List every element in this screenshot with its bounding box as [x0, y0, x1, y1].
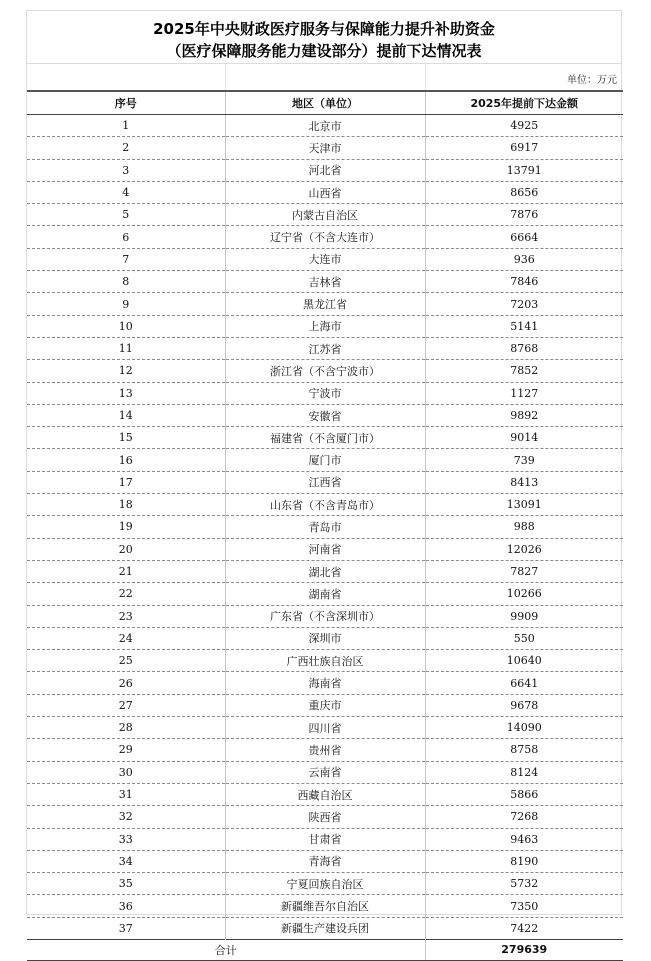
- row-amount: 5141: [425, 315, 623, 337]
- row-number: 10: [27, 315, 225, 337]
- table-row: [27, 337, 623, 359]
- row-number: 11: [27, 337, 225, 359]
- row-amount: 9463: [425, 828, 623, 850]
- row-amount: 5732: [425, 873, 623, 895]
- row-number: 6: [27, 226, 225, 248]
- row-amount: 936: [425, 248, 623, 270]
- table-row: [27, 538, 623, 560]
- row-number: 35: [27, 873, 225, 895]
- table-row: [27, 516, 623, 538]
- row-amount: 8124: [425, 761, 623, 783]
- row-region: 湖北省: [225, 560, 425, 582]
- table-row: [27, 427, 623, 449]
- header-amount: 2025年提前下达金额: [425, 91, 623, 115]
- row-amount: 4925: [425, 115, 623, 137]
- table-row: [27, 873, 623, 895]
- row-region: 海南省: [225, 672, 425, 694]
- row-number: 32: [27, 806, 225, 828]
- row-region: 内蒙古自治区: [225, 204, 425, 226]
- row-region: 宁波市: [225, 382, 425, 404]
- row-amount: 7350: [425, 895, 623, 917]
- row-number: 13: [27, 382, 225, 404]
- row-number: 36: [27, 895, 225, 917]
- table-row: [27, 137, 623, 159]
- row-amount: 739: [425, 449, 623, 471]
- row-region: 上海市: [225, 315, 425, 337]
- row-region: 广东省（不含深圳市）: [225, 605, 425, 627]
- table-row: [27, 293, 623, 315]
- row-number: 4: [27, 181, 225, 203]
- row-amount: 7846: [425, 271, 623, 293]
- row-region: 大连市: [225, 248, 425, 270]
- row-number: 19: [27, 516, 225, 538]
- row-region: 厦门市: [225, 449, 425, 471]
- row-number: 12: [27, 360, 225, 382]
- table-row: [27, 650, 623, 672]
- row-region: 湖南省: [225, 583, 425, 605]
- row-amount: 7268: [425, 806, 623, 828]
- row-region: 天津市: [225, 137, 425, 159]
- row-number: 1: [27, 115, 225, 137]
- row-region: 广西壮族自治区: [225, 650, 425, 672]
- table-row: [27, 627, 623, 649]
- row-amount: 550: [425, 627, 623, 649]
- row-amount: 12026: [425, 538, 623, 560]
- table-row: [27, 605, 623, 627]
- header-no: 序号: [27, 91, 225, 115]
- row-region: 青海省: [225, 850, 425, 872]
- row-number: 9: [27, 293, 225, 315]
- title-line-2: （医疗保障服务能力建设部分）提前下达情况表: [166, 42, 482, 60]
- row-region: 云南省: [225, 761, 425, 783]
- row-region: 贵州省: [225, 739, 425, 761]
- row-number: 8: [27, 271, 225, 293]
- row-region: 新疆生产建设兵团: [225, 917, 425, 939]
- row-region: 福建省（不含厦门市）: [225, 427, 425, 449]
- row-number: 23: [27, 605, 225, 627]
- row-number: 21: [27, 560, 225, 582]
- row-amount: 7422: [425, 917, 623, 939]
- row-region: 宁夏回族自治区: [225, 873, 425, 895]
- unit-row: [27, 63, 621, 91]
- row-number: 33: [27, 828, 225, 850]
- table-row: [27, 560, 623, 582]
- row-number: 37: [27, 917, 225, 939]
- row-region: 四川省: [225, 717, 425, 739]
- row-region: 北京市: [225, 115, 425, 137]
- row-amount: 7852: [425, 360, 623, 382]
- total-amount: 279639: [425, 939, 623, 960]
- table-row: [27, 226, 623, 248]
- row-amount: 9892: [425, 404, 623, 426]
- total-row: [27, 939, 623, 960]
- row-amount: 10640: [425, 650, 623, 672]
- row-amount: 9014: [425, 427, 623, 449]
- row-number: 7: [27, 248, 225, 270]
- row-region: 浙江省（不含宁波市）: [225, 360, 425, 382]
- table-row: [27, 360, 623, 382]
- row-number: 16: [27, 449, 225, 471]
- row-number: 15: [27, 427, 225, 449]
- row-number: 29: [27, 739, 225, 761]
- row-amount: 8190: [425, 850, 623, 872]
- table-row: [27, 583, 623, 605]
- row-amount: 6917: [425, 137, 623, 159]
- row-amount: 13091: [425, 494, 623, 516]
- row-number: 2: [27, 137, 225, 159]
- row-number: 25: [27, 650, 225, 672]
- row-region: 江苏省: [225, 337, 425, 359]
- table-row: [27, 248, 623, 270]
- row-amount: 6641: [425, 672, 623, 694]
- unit-row-divider: [225, 64, 226, 91]
- row-amount: 7203: [425, 293, 623, 315]
- row-region: 陕西省: [225, 806, 425, 828]
- row-region: 重庆市: [225, 694, 425, 716]
- row-amount: 14090: [425, 717, 623, 739]
- row-region: 甘肃省: [225, 828, 425, 850]
- row-amount: 9909: [425, 605, 623, 627]
- unit-label: 单位：万元: [567, 75, 617, 86]
- row-number: 3: [27, 159, 225, 181]
- total-label: 合计: [27, 939, 425, 960]
- row-region: 西藏自治区: [225, 783, 425, 805]
- table-row: [27, 717, 623, 739]
- row-region: 山东省（不含青岛市）: [225, 494, 425, 516]
- row-region: 青岛市: [225, 516, 425, 538]
- table-row: [27, 382, 623, 404]
- row-amount: 8768: [425, 337, 623, 359]
- row-number: 31: [27, 783, 225, 805]
- row-number: 14: [27, 404, 225, 426]
- row-amount: 8413: [425, 471, 623, 493]
- table-row: [27, 204, 623, 226]
- table-row: [27, 449, 623, 471]
- row-number: 20: [27, 538, 225, 560]
- table-header-row: [27, 91, 623, 115]
- row-region: 辽宁省（不含大连市）: [225, 226, 425, 248]
- table-row: [27, 895, 623, 917]
- allocation-table: [27, 90, 623, 961]
- table-row: [27, 471, 623, 493]
- row-number: 28: [27, 717, 225, 739]
- table-row: [27, 315, 623, 337]
- row-region: 安徽省: [225, 404, 425, 426]
- row-amount: 6664: [425, 226, 623, 248]
- table-row: [27, 850, 623, 872]
- title-line-1: 2025年中央财政医疗服务与保障能力提升补助资金: [153, 20, 495, 38]
- row-region: 深圳市: [225, 627, 425, 649]
- row-region: 新疆维吾尔自治区: [225, 895, 425, 917]
- row-region: 山西省: [225, 181, 425, 203]
- row-amount: 1127: [425, 382, 623, 404]
- row-number: 26: [27, 672, 225, 694]
- table-row: [27, 806, 623, 828]
- allocation-sheet: [26, 10, 622, 957]
- table-row: [27, 672, 623, 694]
- row-amount: 988: [425, 516, 623, 538]
- row-number: 24: [27, 627, 225, 649]
- table-row: [27, 761, 623, 783]
- header-region: 地区（单位）: [225, 91, 425, 115]
- row-amount: 8656: [425, 181, 623, 203]
- row-region: 河北省: [225, 159, 425, 181]
- row-region: 吉林省: [225, 271, 425, 293]
- table-row: [27, 828, 623, 850]
- row-amount: 5866: [425, 783, 623, 805]
- table-row: [27, 271, 623, 293]
- table-row: [27, 694, 623, 716]
- row-amount: 13791: [425, 159, 623, 181]
- row-number: 34: [27, 850, 225, 872]
- row-region: 河南省: [225, 538, 425, 560]
- row-number: 17: [27, 471, 225, 493]
- row-amount: 7876: [425, 204, 623, 226]
- row-amount: 9678: [425, 694, 623, 716]
- table-row: [27, 494, 623, 516]
- row-region: 黑龙江省: [225, 293, 425, 315]
- table-row: [27, 159, 623, 181]
- row-amount: 7827: [425, 560, 623, 582]
- row-number: 27: [27, 694, 225, 716]
- row-amount: 10266: [425, 583, 623, 605]
- table-row: [27, 181, 623, 203]
- table-row: [27, 404, 623, 426]
- table-row: [27, 115, 623, 137]
- row-number: 22: [27, 583, 225, 605]
- unit-row-divider: [425, 64, 426, 91]
- row-number: 5: [27, 204, 225, 226]
- row-amount: 8758: [425, 739, 623, 761]
- row-number: 18: [27, 494, 225, 516]
- row-number: 30: [27, 761, 225, 783]
- table-body: [27, 115, 623, 940]
- table-row: [27, 783, 623, 805]
- row-region: 江西省: [225, 471, 425, 493]
- table-row: [27, 739, 623, 761]
